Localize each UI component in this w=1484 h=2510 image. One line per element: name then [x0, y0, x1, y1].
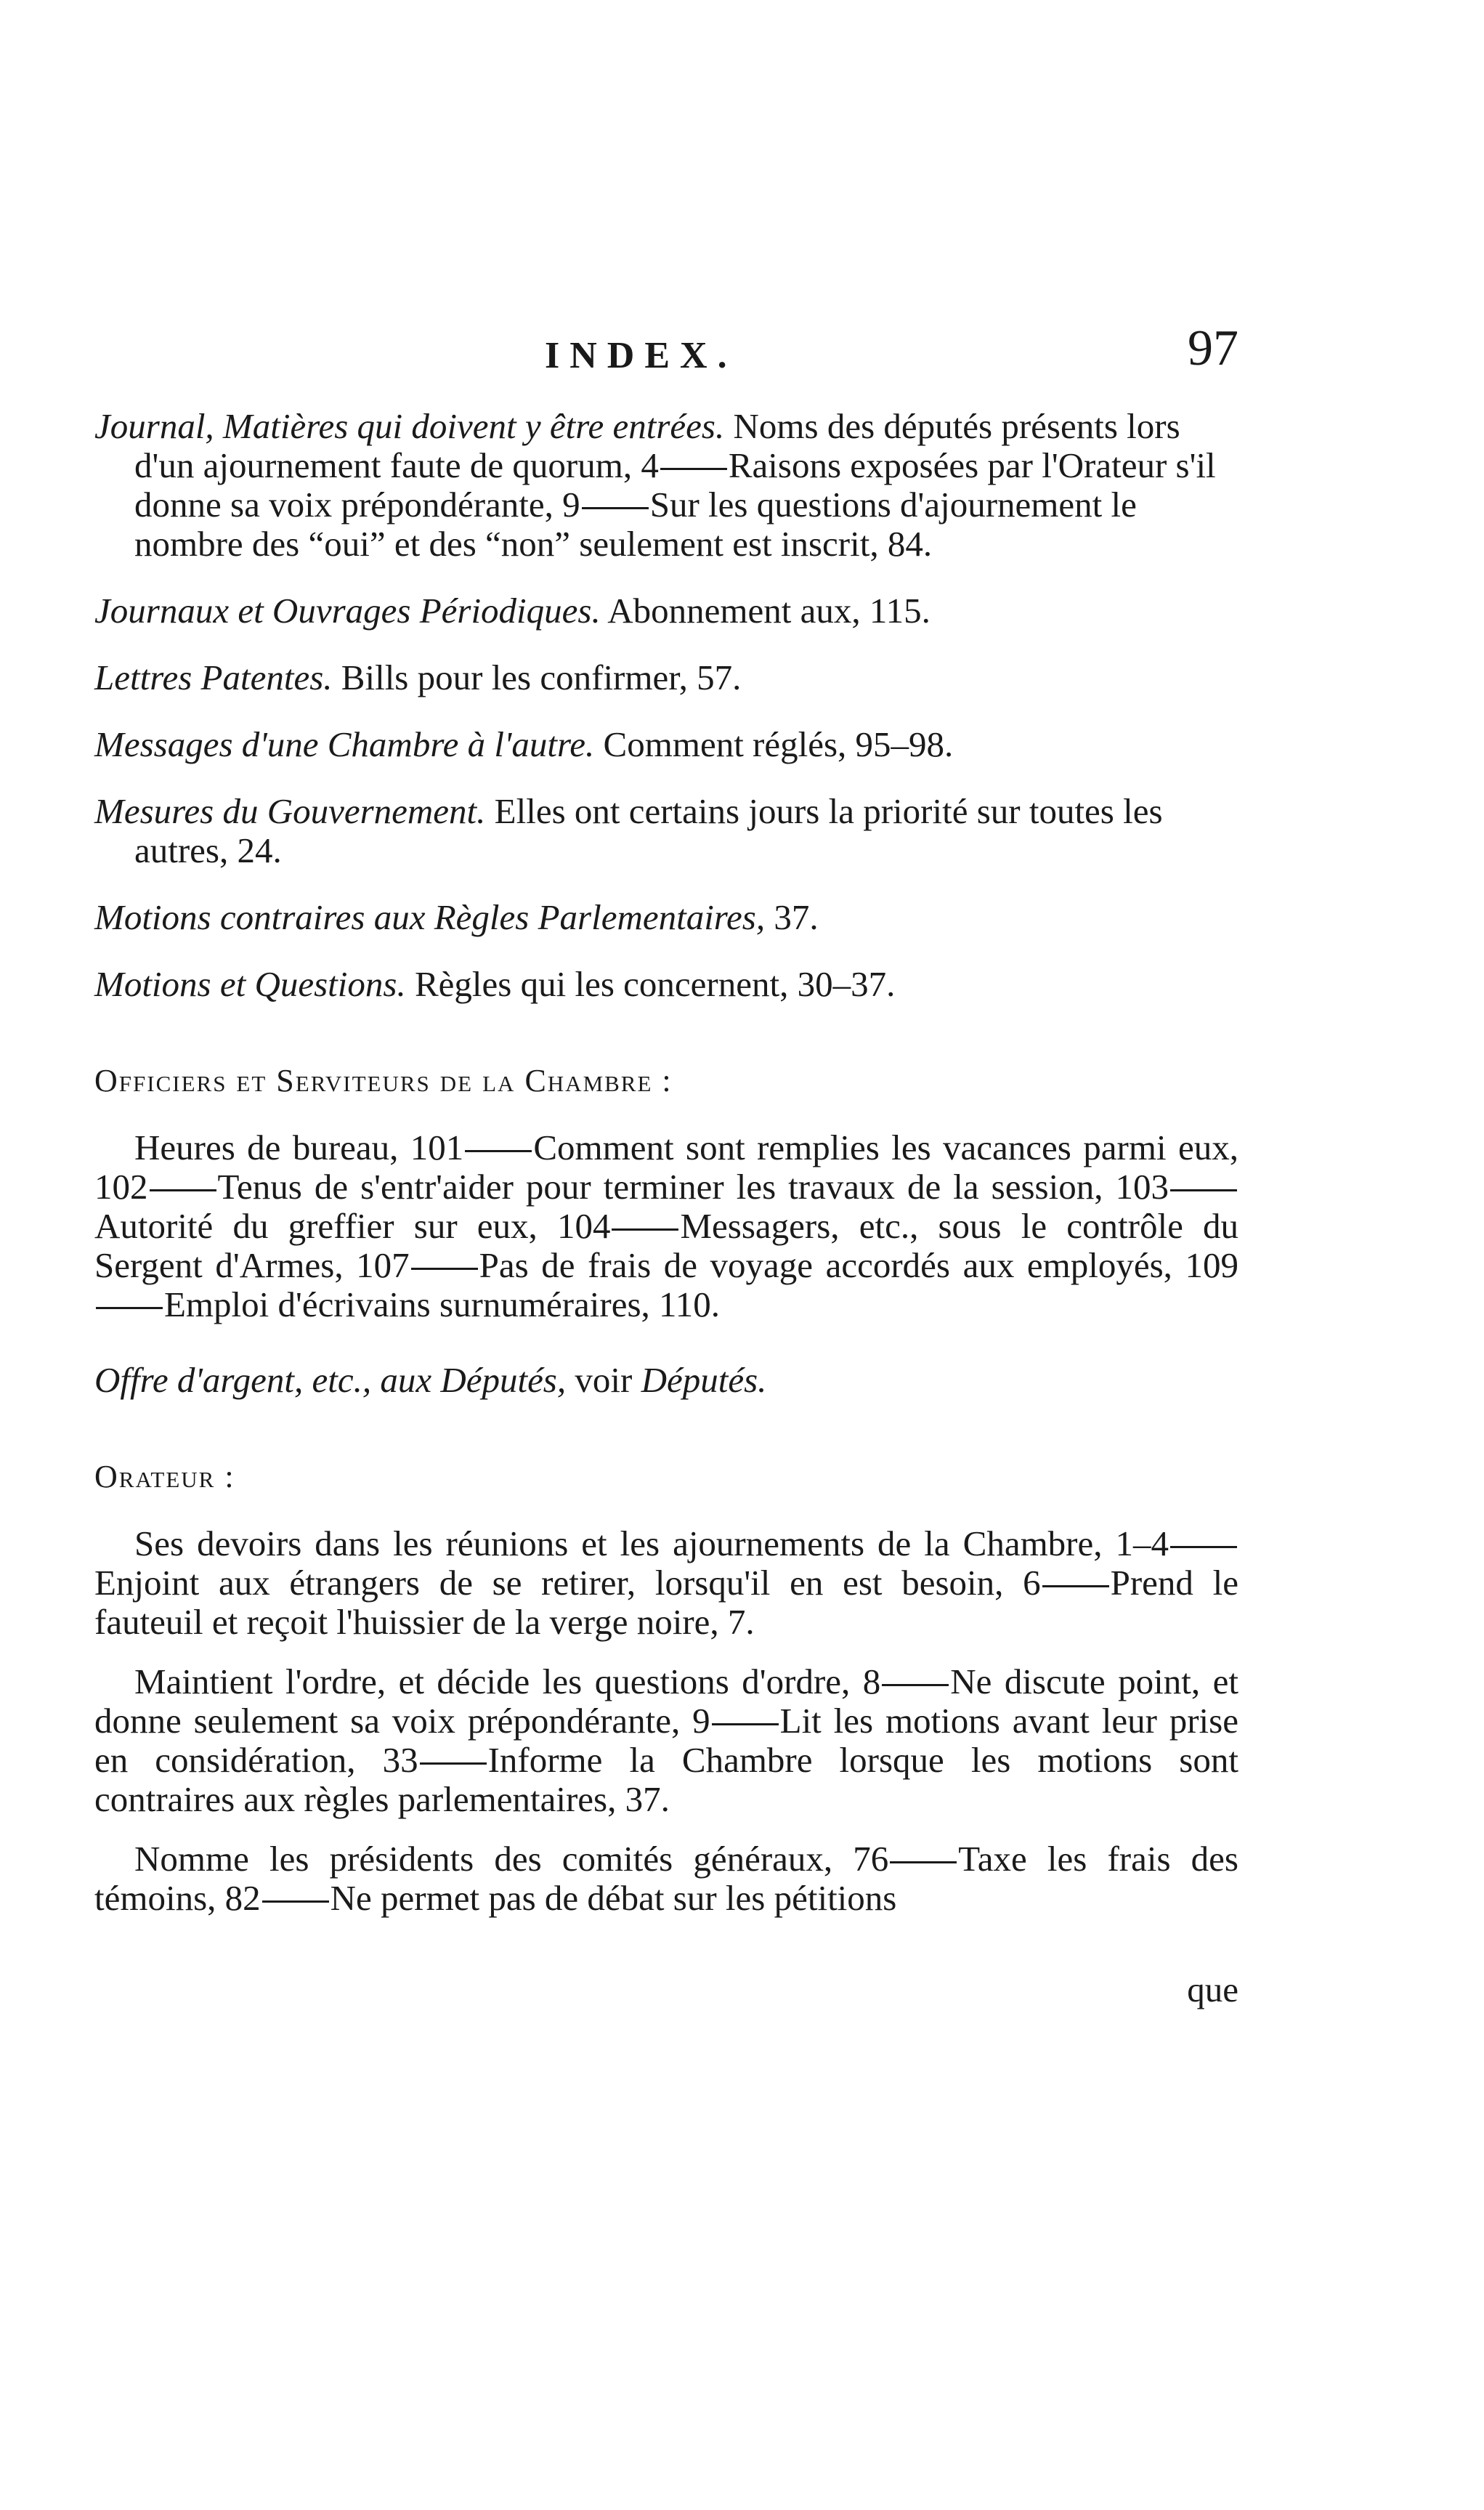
- dash-separator: [582, 507, 649, 509]
- entry-term: Messages d'une Chambre à l'autre.: [94, 724, 595, 764]
- page-title: INDEX.: [545, 335, 737, 376]
- section-heading-officiers: Officiers et Serviteurs de la Chambre :: [94, 1063, 673, 1098]
- dash-separator: [1042, 1585, 1109, 1587]
- dash-separator: [411, 1268, 478, 1270]
- dash-separator: [712, 1723, 779, 1725]
- dash-separator: [465, 1150, 532, 1152]
- page-number: 97: [1188, 320, 1238, 376]
- entry-term: Mesures du Gouvernement.: [94, 791, 486, 831]
- orateur-paragraph-1: Ses devoirs dans les réunions et les ajournements de la Chambre, 1–4Enjoint aux étrangers de se retirer, lorsqu'il en est besoin, 6 Prend le fauteuil et reçoit l'huissier de la verge noire, 7.: [94, 1523, 1238, 1642]
- dash-separator: [420, 1762, 487, 1765]
- index-entry-mesures: Mesures du Gouvernement. Elles ont certains jours la priorité sur toutes les autres, 24.: [94, 791, 1163, 870]
- dash-separator: [1170, 1546, 1237, 1548]
- index-entry-journal: Journal, Matières qui doivent y être entrées. Noms des députés présents lors d'un ajournement faute de quorum, 4 Raisons exposées par l'Orateur s'il donne sa voix prépondérante, 9 Sur les questions d'ajournement le nombre des “oui” et des “non” seulement est inscrit, 84.: [94, 406, 1216, 564]
- index-entry-motions-questions: Motions et Questions. Règles qui les concernent, 30–37.: [94, 964, 896, 1004]
- dash-separator: [150, 1189, 216, 1191]
- dash-separator: [660, 468, 727, 470]
- dash-separator: [262, 1900, 329, 1903]
- index-entry-journaux: Journaux et Ouvrages Périodiques. Abonnement aux, 115.: [94, 591, 930, 631]
- cross-reference: Députés.: [641, 1360, 767, 1400]
- entry-term: Journal, Matières qui doivent y être entrées.: [94, 406, 725, 446]
- catchword: que: [1187, 1969, 1238, 2009]
- dash-separator: [1170, 1189, 1237, 1191]
- orateur-paragraph-2: Maintient l'ordre, et décide les questions d'ordre, 8 Ne discute point, et donne seulement sa voix prépondérante, 9 Lit les motions avant leur prise en considération, 33 Informe la Chambre lorsque les motions sont contraires aux règles parlementaires, 37.: [94, 1661, 1238, 1819]
- dash-separator: [96, 1307, 163, 1309]
- entry-term: Motions contraires aux Règles Parlementaires,: [94, 897, 766, 937]
- page-header: [94, 320, 1238, 407]
- dash-separator: [882, 1684, 949, 1686]
- index-entry-motions-contraires: Motions contraires aux Règles Parlementaires, 37.: [94, 897, 819, 937]
- index-entry-offre: Offre d'argent, etc., aux Députés, voir Députés.: [94, 1360, 767, 1400]
- entry-term: Offre d'argent, etc., aux Députés,: [94, 1360, 567, 1400]
- section-heading-orateur: Orateur :: [94, 1459, 235, 1494]
- officiers-paragraph: Heures de bureau, 101 Comment sont remplies les vacances parmi eux, 102 Tenus de s'entr'aider pour terminer les travaux de la session, 103Autorité du greffier sur eux, 104 Messagers, etc., sous le contrôle du Sergent d'Armes, 107 Pas de frais de voyage accordés aux employés, 109Emploi d'écrivains surnuméraires, 110.: [94, 1128, 1238, 1324]
- index-entry-messages: Messages d'une Chambre à l'autre. Comment réglés, 95–98.: [94, 724, 954, 764]
- orateur-paragraph-3: Nomme les présidents des comités généraux, 76 Taxe les frais des témoins, 82 Ne permet pas de débat sur les pétitions: [94, 1839, 1239, 1918]
- dash-separator: [612, 1228, 678, 1231]
- entry-term: Motions et Questions.: [94, 964, 406, 1004]
- index-page: [94, 320, 1238, 2010]
- entry-term: Journaux et Ouvrages Périodiques.: [94, 591, 601, 631]
- index-entry-lettres: Lettres Patentes. Bills pour les confirmer, 57.: [94, 657, 742, 697]
- dash-separator: [890, 1861, 957, 1863]
- entry-term: Lettres Patentes.: [94, 657, 333, 697]
